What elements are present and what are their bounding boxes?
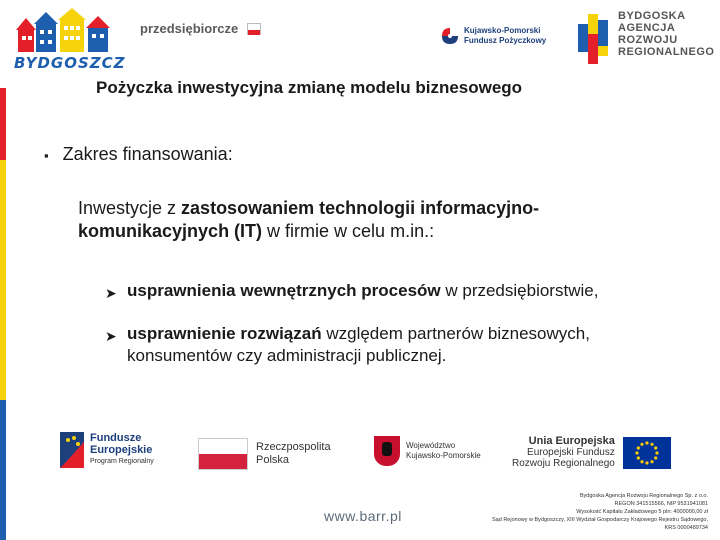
przedsiebiorcze-logo-text: przedsiębiorcze bbox=[140, 21, 239, 36]
company-info-line: Sąd Rejonowy w Bydgoszczy, XIII Wydział Gospodarczy Krajowego Rejestru Sądowego, bbox=[492, 517, 708, 523]
ue-title: Unia Europejska bbox=[528, 435, 615, 447]
bydgoszcz-logo-text: BYDGOSZCZ bbox=[14, 54, 126, 72]
company-info-line: REGON 341515566, NIP 9531941081 bbox=[614, 501, 708, 507]
company-info-line: Bydgoska Agencja Rozwoju Regionalnego Sp. z o.o. bbox=[579, 493, 708, 499]
list-item-bold: usprawnienia wewnętrznych procesów bbox=[127, 281, 441, 300]
barr-logo bbox=[578, 10, 714, 68]
intro-text-2: w firmie w celu m.in.: bbox=[262, 221, 435, 241]
barr-logo-line-4: REGIONALNEGO bbox=[618, 46, 715, 58]
colorful-houses-icon bbox=[12, 8, 122, 56]
ue-sub-line-2: Rozwoju Regionalnego bbox=[512, 458, 615, 469]
list-item bbox=[105, 323, 685, 367]
left-accent-blue bbox=[0, 400, 6, 540]
list-item-bold: usprawnienie rozwiązań bbox=[127, 324, 322, 343]
intro-text-1: Inwestycje z bbox=[78, 198, 182, 218]
main-bullet bbox=[44, 144, 233, 165]
kpfp-logo-line-1: Kujawsko-Pomorski bbox=[464, 26, 541, 35]
wk-logo-line-2: Kujawsko-Pomorskie bbox=[406, 451, 481, 460]
polish-flag-mini-icon bbox=[247, 23, 261, 35]
fe-stars-icon bbox=[60, 432, 84, 468]
ue-sub-line-1: Europejski Fundusz bbox=[527, 447, 615, 458]
slide-title: Pożyczka inwestycyjna zmianę modelu biznesowego bbox=[96, 78, 523, 97]
arrow-bullet-icon: ➤ bbox=[105, 328, 117, 344]
kpfp-logo bbox=[440, 26, 546, 46]
intro-paragraph bbox=[78, 197, 638, 243]
barr-logo-line-1: BYDGOSKA bbox=[618, 10, 686, 22]
bydgoszcz-logo bbox=[12, 8, 126, 74]
barr-logo-line-3: ROZWOJU bbox=[618, 34, 678, 46]
rp-logo-line-1: Rzeczpospolita bbox=[256, 441, 331, 453]
polish-flag-icon bbox=[198, 438, 248, 470]
arrow-bullet-icon: ➤ bbox=[105, 285, 117, 301]
square-bullet-icon: ▪ bbox=[44, 148, 49, 163]
rzeczpospolita-logo bbox=[198, 438, 331, 470]
list-item-rest: względem partnerów biznesowych, konsumentów czy administracji publicznej. bbox=[127, 324, 590, 365]
kpfp-mark-icon bbox=[440, 26, 460, 46]
bullet-label: Zakres finansowania: bbox=[62, 144, 233, 164]
unia-europejska-logo bbox=[512, 436, 671, 469]
left-accent-red bbox=[0, 88, 6, 160]
left-accent-yellow bbox=[0, 160, 6, 400]
list-item-rest: w przedsiębiorstwie, bbox=[440, 281, 599, 300]
przedsiebiorcze-logo bbox=[140, 20, 261, 38]
company-info-line: Wysokość Kapitału Zakładowego 5 pln: 4000000,00 zł bbox=[576, 509, 708, 515]
wk-logo-line-1: Województwo bbox=[406, 441, 456, 450]
barr-mark-icon bbox=[578, 10, 612, 68]
company-info bbox=[408, 492, 708, 532]
eu-flag-icon bbox=[623, 437, 671, 469]
rp-logo-line-2: Polska bbox=[256, 454, 290, 466]
website-url: www.barr.pl bbox=[324, 508, 402, 524]
fe-logo-sub: Program Regionalny bbox=[90, 458, 154, 465]
fe-logo-line-1: Fundusze bbox=[90, 432, 142, 444]
wojewodztwo-logo bbox=[374, 436, 481, 466]
fundusze-europejskie-logo bbox=[60, 432, 154, 468]
barr-logo-line-2: AGENCJA bbox=[618, 22, 676, 34]
intro-text-bold: zastosowaniem technologii informacyjno-komunikacyjnych (IT) bbox=[78, 198, 540, 241]
kpfp-logo-line-2: Fundusz Pożyczkowy bbox=[464, 36, 547, 45]
coat-of-arms-icon bbox=[374, 436, 400, 466]
company-info-line: KRS 0000489734 bbox=[664, 525, 708, 531]
fe-logo-line-2: Europejskie bbox=[90, 444, 153, 456]
list-item bbox=[105, 280, 705, 304]
